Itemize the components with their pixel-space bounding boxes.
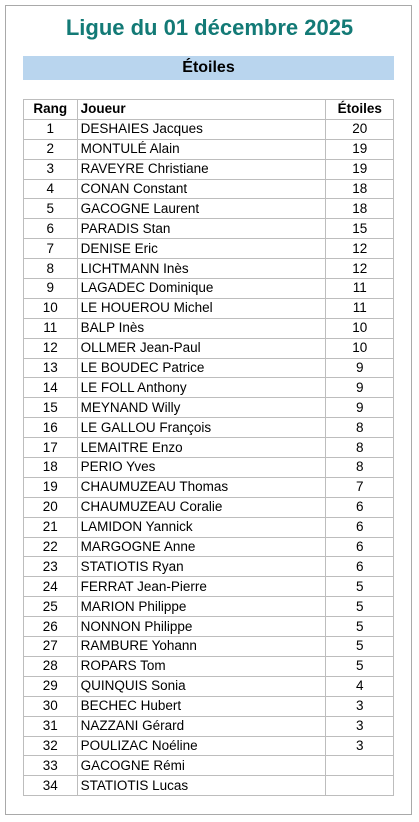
cell-player: CHAUMUZEAU Thomas [77, 477, 326, 497]
cell-rank: 32 [24, 736, 78, 756]
cell-stars: 19 [326, 139, 394, 159]
table-body [24, 119, 394, 795]
cell-stars: 3 [326, 696, 394, 716]
table-row [24, 458, 394, 478]
cell-stars: 4 [326, 676, 394, 696]
cell-player: CHAUMUZEAU Coralie [77, 497, 326, 517]
cell-stars: 8 [326, 438, 394, 458]
cell-stars: 11 [326, 298, 394, 318]
cell-player: LE HOUEROU Michel [77, 298, 326, 318]
cell-rank: 23 [24, 557, 78, 577]
page-title: Ligue du 01 décembre 2025 [65, 15, 354, 40]
cell-rank: 4 [24, 179, 78, 199]
table-header-row [24, 100, 394, 120]
cell-stars: 15 [326, 219, 394, 239]
table-row [24, 617, 394, 637]
cell-stars: 18 [326, 179, 394, 199]
table-row [24, 119, 394, 139]
cell-rank: 12 [24, 338, 78, 358]
cell-rank: 2 [24, 139, 78, 159]
cell-player: DENISE Eric [77, 239, 326, 259]
cell-player: DESHAIES Jacques [77, 119, 326, 139]
cell-player: LAMIDON Yannick [77, 517, 326, 537]
cell-rank: 8 [24, 259, 78, 279]
cell-rank: 25 [24, 597, 78, 617]
cell-stars: 5 [326, 637, 394, 657]
cell-rank: 27 [24, 637, 78, 657]
table-row [24, 577, 394, 597]
cell-stars: 6 [326, 517, 394, 537]
cell-stars: 11 [326, 279, 394, 299]
cell-player: GACOGNE Laurent [77, 199, 326, 219]
cell-rank: 24 [24, 577, 78, 597]
table-row [24, 776, 394, 796]
table-row [24, 279, 394, 299]
table-row [24, 398, 394, 418]
ranking-table [23, 99, 394, 796]
table-row [24, 716, 394, 736]
table-row [24, 537, 394, 557]
cell-rank: 3 [24, 159, 78, 179]
table-row [24, 676, 394, 696]
cell-rank: 33 [24, 756, 78, 776]
cell-player: CONAN Constant [77, 179, 326, 199]
cell-rank: 18 [24, 458, 78, 478]
cell-player: FERRAT Jean-Pierre [77, 577, 326, 597]
cell-player: MARGOGNE Anne [77, 537, 326, 557]
cell-rank: 16 [24, 418, 78, 438]
table-row [24, 259, 394, 279]
table-row [24, 298, 394, 318]
cell-player: LEMAITRE Enzo [77, 438, 326, 458]
table-row [24, 338, 394, 358]
cell-player: NAZZANI Gérard [77, 716, 326, 736]
cell-rank: 21 [24, 517, 78, 537]
cell-player: RAMBURE Yohann [77, 637, 326, 657]
cell-player: RAVEYRE Christiane [77, 159, 326, 179]
cell-stars: 9 [326, 398, 394, 418]
cell-stars: 6 [326, 497, 394, 517]
cell-player: PARADIS Stan [77, 219, 326, 239]
cell-rank: 6 [24, 219, 78, 239]
table-row [24, 219, 394, 239]
cell-stars: 9 [326, 378, 394, 398]
cell-stars: 5 [326, 577, 394, 597]
table-row [24, 557, 394, 577]
cell-player: NONNON Philippe [77, 617, 326, 637]
cell-player: LE GALLOU François [77, 418, 326, 438]
cell-stars: 10 [326, 338, 394, 358]
cell-player: POULIZAC Noéline [77, 736, 326, 756]
cell-rank: 29 [24, 676, 78, 696]
cell-player: MONTULÉ Alain [77, 139, 326, 159]
table-row [24, 418, 394, 438]
cell-stars [326, 756, 394, 776]
cell-stars: 8 [326, 458, 394, 478]
cell-stars: 10 [326, 318, 394, 338]
cell-stars: 7 [326, 477, 394, 497]
table-row [24, 159, 394, 179]
section-header: Étoiles [23, 56, 394, 80]
cell-player: LE FOLL Anthony [77, 378, 326, 398]
cell-player: GACOGNE Rémi [77, 756, 326, 776]
table-row [24, 438, 394, 458]
cell-rank: 31 [24, 716, 78, 736]
cell-player: QUINQUIS Sonia [77, 676, 326, 696]
cell-stars: 12 [326, 239, 394, 259]
cell-player: MEYNAND Willy [77, 398, 326, 418]
table-row [24, 756, 394, 776]
cell-stars: 6 [326, 557, 394, 577]
cell-player: ROPARS Tom [77, 656, 326, 676]
cell-rank: 1 [24, 119, 78, 139]
cell-stars: 20 [326, 119, 394, 139]
cell-rank: 26 [24, 617, 78, 637]
cell-rank: 19 [24, 477, 78, 497]
table-row [24, 179, 394, 199]
table-row [24, 497, 394, 517]
table-row [24, 736, 394, 756]
cell-rank: 30 [24, 696, 78, 716]
cell-stars: 18 [326, 199, 394, 219]
cell-rank: 20 [24, 497, 78, 517]
cell-player: BECHEC Hubert [77, 696, 326, 716]
cell-stars: 12 [326, 259, 394, 279]
table-row [24, 597, 394, 617]
table-row [24, 637, 394, 657]
table-row [24, 517, 394, 537]
cell-rank: 11 [24, 318, 78, 338]
cell-rank: 28 [24, 656, 78, 676]
cell-rank: 17 [24, 438, 78, 458]
table-row [24, 239, 394, 259]
column-header-rank: Rang [24, 100, 78, 120]
cell-rank: 10 [24, 298, 78, 318]
cell-player: LICHTMANN Inès [77, 259, 326, 279]
cell-rank: 9 [24, 279, 78, 299]
table-row [24, 378, 394, 398]
cell-rank: 14 [24, 378, 78, 398]
table-row [24, 656, 394, 676]
cell-stars: 5 [326, 617, 394, 637]
table-row [24, 358, 394, 378]
column-header-player: Joueur [77, 100, 326, 120]
cell-player: MARION Philippe [77, 597, 326, 617]
cell-rank: 22 [24, 537, 78, 557]
cell-rank: 34 [24, 776, 78, 796]
cell-rank: 13 [24, 358, 78, 378]
cell-rank: 15 [24, 398, 78, 418]
cell-player: LAGADEC Dominique [77, 279, 326, 299]
cell-player: OLLMER Jean-Paul [77, 338, 326, 358]
cell-stars: 9 [326, 358, 394, 378]
cell-player: STATIOTIS Lucas [77, 776, 326, 796]
cell-player: LE BOUDEC Patrice [77, 358, 326, 378]
cell-player: STATIOTIS Ryan [77, 557, 326, 577]
cell-rank: 5 [24, 199, 78, 219]
table-row [24, 477, 394, 497]
cell-player: BALP Inès [77, 318, 326, 338]
cell-stars: 8 [326, 418, 394, 438]
table-row [24, 318, 394, 338]
cell-stars: 6 [326, 537, 394, 557]
cell-player: PERIO Yves [77, 458, 326, 478]
cell-stars: 5 [326, 656, 394, 676]
table-row [24, 696, 394, 716]
cell-rank: 7 [24, 239, 78, 259]
column-header-stars: Étoiles [326, 100, 394, 120]
cell-stars: 19 [326, 159, 394, 179]
cell-stars: 3 [326, 716, 394, 736]
cell-stars: 5 [326, 597, 394, 617]
cell-stars: 3 [326, 736, 394, 756]
cell-stars [326, 776, 394, 796]
table-row [24, 199, 394, 219]
table-row [24, 139, 394, 159]
